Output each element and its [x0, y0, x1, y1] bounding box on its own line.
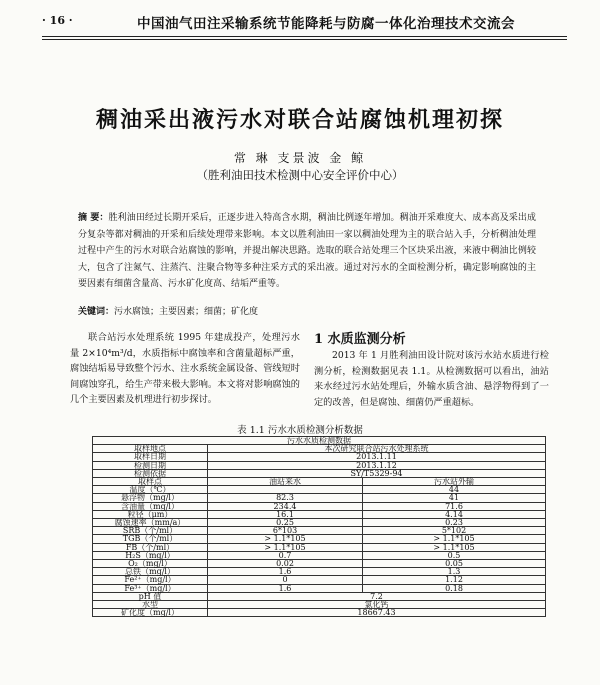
- table-row-value-inflow: 0.7: [208, 551, 363, 559]
- table-row-label: Fe³⁺（mg/l）: [93, 584, 208, 592]
- table-header-col1: 油站来水: [208, 478, 363, 486]
- table-span-row: [93, 609, 546, 617]
- authors: 常 琳 支景波 金 鲸: [233, 151, 367, 165]
- table-header-col2: 污水站外输: [363, 478, 546, 486]
- table-meta-row: [93, 453, 546, 461]
- table-row-value-outflow: 41: [363, 494, 546, 502]
- table-row-value-outflow: > 1.1*105: [363, 535, 546, 543]
- table-span-value: 氯化钙: [208, 601, 546, 609]
- table-span-row: [93, 592, 546, 600]
- table-row-value-inflow: 234.4: [208, 502, 363, 510]
- table-row: [93, 494, 546, 502]
- table-row-label: H₂S（mg/l）: [93, 551, 208, 559]
- journal-title: 中国油气田注采输系统节能降耗与防腐一体化治理技术交流会: [137, 16, 515, 32]
- table-span-label: 矿化度（mg/l）: [93, 609, 208, 617]
- keywords-label: 关键词：: [78, 307, 115, 317]
- table-row-value-outflow: 1.12: [363, 576, 546, 584]
- table-row-label: 总铁（mg/l）: [93, 568, 208, 576]
- table-row-value-inflow: 0.02: [208, 560, 363, 568]
- table-row-value-outflow: 4.14: [363, 510, 546, 518]
- table-row-label: TGB（个/ml）: [93, 535, 208, 543]
- table-row-value-inflow: > 1.1*105: [208, 535, 363, 543]
- water-quality-table: [92, 436, 546, 617]
- abstract-text: 胜利油田经过长期开采后，正逐步进入特高含水期，稠油比例逐年增加。稠油开采难度大、成本高及采出成分复杂等都对稠油的开采和后续处理带来影响。本文以胜利油田一家以稠油处理为主的联合站入手，分析稠油处理过程中产生的污水对联合站腐蚀的影响，并提出解决思路。选取的联合站处理三个区块采出液，来液中稠油比例较大，包含了注氮气、注蒸汽、注聚合物等多种注采方式的采出液。通过对污水的全面检测分析，确定影响腐蚀的主要因素有细菌含量高、污水矿化度高、结垢严重等。: [78, 213, 536, 289]
- paper-title: 稠油采出液污水对联合站腐蚀机理初探: [95, 107, 504, 133]
- table-span-label: pH 值: [93, 592, 208, 600]
- table-row-label: SRB（个/ml）: [93, 527, 208, 535]
- section-1-title: 1 水质监测分析: [314, 332, 406, 347]
- table-row-value-inflow: 1.6: [208, 568, 363, 576]
- table-row-value-outflow: 1.3: [363, 568, 546, 576]
- running-header: [42, 10, 562, 32]
- table-span-label: 水型: [93, 601, 208, 609]
- table-row-label: 悬浮物（mg/l）: [93, 494, 208, 502]
- table-row-value-outflow: 71.6: [363, 502, 546, 510]
- keywords-text: 污水腐蚀；主要因素；细菌；矿化度: [114, 307, 259, 317]
- affiliation: （胜利油田技术检测中心安全评价中心）: [196, 168, 404, 182]
- table-row-label: O₂（mg/l）: [93, 560, 208, 568]
- table-meta-value: 2013.1.12: [208, 461, 546, 469]
- header-rule-thin: [42, 39, 567, 40]
- table-row: [93, 535, 546, 543]
- table-meta-label: 取样日期: [93, 453, 208, 461]
- table-row-value-inflow: 1.6: [208, 584, 363, 592]
- table-row-label: 腐蚀速率（mm/a）: [93, 519, 208, 527]
- table-meta-value: SY/T5329-94: [208, 469, 546, 477]
- table-row-value-outflow: > 1.1*105: [363, 543, 546, 551]
- abstract-label: 摘 要：: [78, 213, 109, 223]
- table-row-value-outflow: 0.5: [363, 551, 546, 559]
- table-meta-label: 检测日期: [93, 461, 208, 469]
- table-row-label: 含油量（mg/l）: [93, 502, 208, 510]
- keywords: [78, 304, 536, 317]
- table-row-value-outflow: 44: [363, 486, 546, 494]
- table-span-value: 18667.43: [208, 609, 546, 617]
- table-row-value-outflow: 5*102: [363, 527, 546, 535]
- table-row-label: FB（个/ml）: [93, 543, 208, 551]
- section-1-text: 2013 年 1 月胜利油田设计院对该污水站水质进行检测分析，检测数据见表 1.1。从检测数据可以看出，油站来水经过污水站处理后，外输水质含油、悬浮物得到了一定的改善，但是腐蚀、细菌仍严重超标。: [314, 350, 549, 408]
- table-meta-label: 取样地点: [93, 445, 208, 453]
- table-group-title: 污水水质检测数据: [93, 437, 546, 445]
- table-caption: 表 1.1 污水水质检测分析数据: [237, 425, 363, 436]
- table-row-label: Fe²⁺（mg/l）: [93, 576, 208, 584]
- table-row-label: 粒径（μm）: [93, 510, 208, 518]
- table-row-value-inflow: 6*103: [208, 527, 363, 535]
- table-row-value-outflow: 0.18: [363, 584, 546, 592]
- table-meta-label: 检测依据: [93, 469, 208, 477]
- table-row-value-inflow: 16.1: [208, 510, 363, 518]
- page-number: · 16 ·: [42, 14, 73, 27]
- table-row-value-outflow: 0.05: [363, 560, 546, 568]
- table-header-label: 取样点: [93, 478, 208, 486]
- table-row: [93, 576, 546, 584]
- table-row-value-inflow: > 1.1*105: [208, 543, 363, 551]
- table-row-value-outflow: 0.23: [363, 519, 546, 527]
- table-span-value: 7.2: [208, 592, 546, 600]
- intro-paragraph: 联合站污水处理系统 1995 年建成投产，处理污水量 2×10⁴m³/d，水质指标中腐蚀率和含菌量超标严重，腐蚀结垢易导致整个污水、注水系统金属设备、管线短时间腐蚀穿孔，给生产带来极大影响。本文将对影响腐蚀的几个主要因素及机理进行初步探讨。: [70, 332, 300, 406]
- table-row-label: 温度（℃）: [93, 486, 208, 494]
- table-meta-value: 本次研究联合站污水处理系统: [208, 445, 546, 453]
- table-meta-value: 2013.1.11: [208, 453, 546, 461]
- table-row-value-inflow: 82.3: [208, 494, 363, 502]
- table-row-value-inflow: 0: [208, 576, 363, 584]
- abstract: [78, 210, 536, 293]
- header-rule: [42, 36, 567, 37]
- table-row-value-inflow: 0.25: [208, 519, 363, 527]
